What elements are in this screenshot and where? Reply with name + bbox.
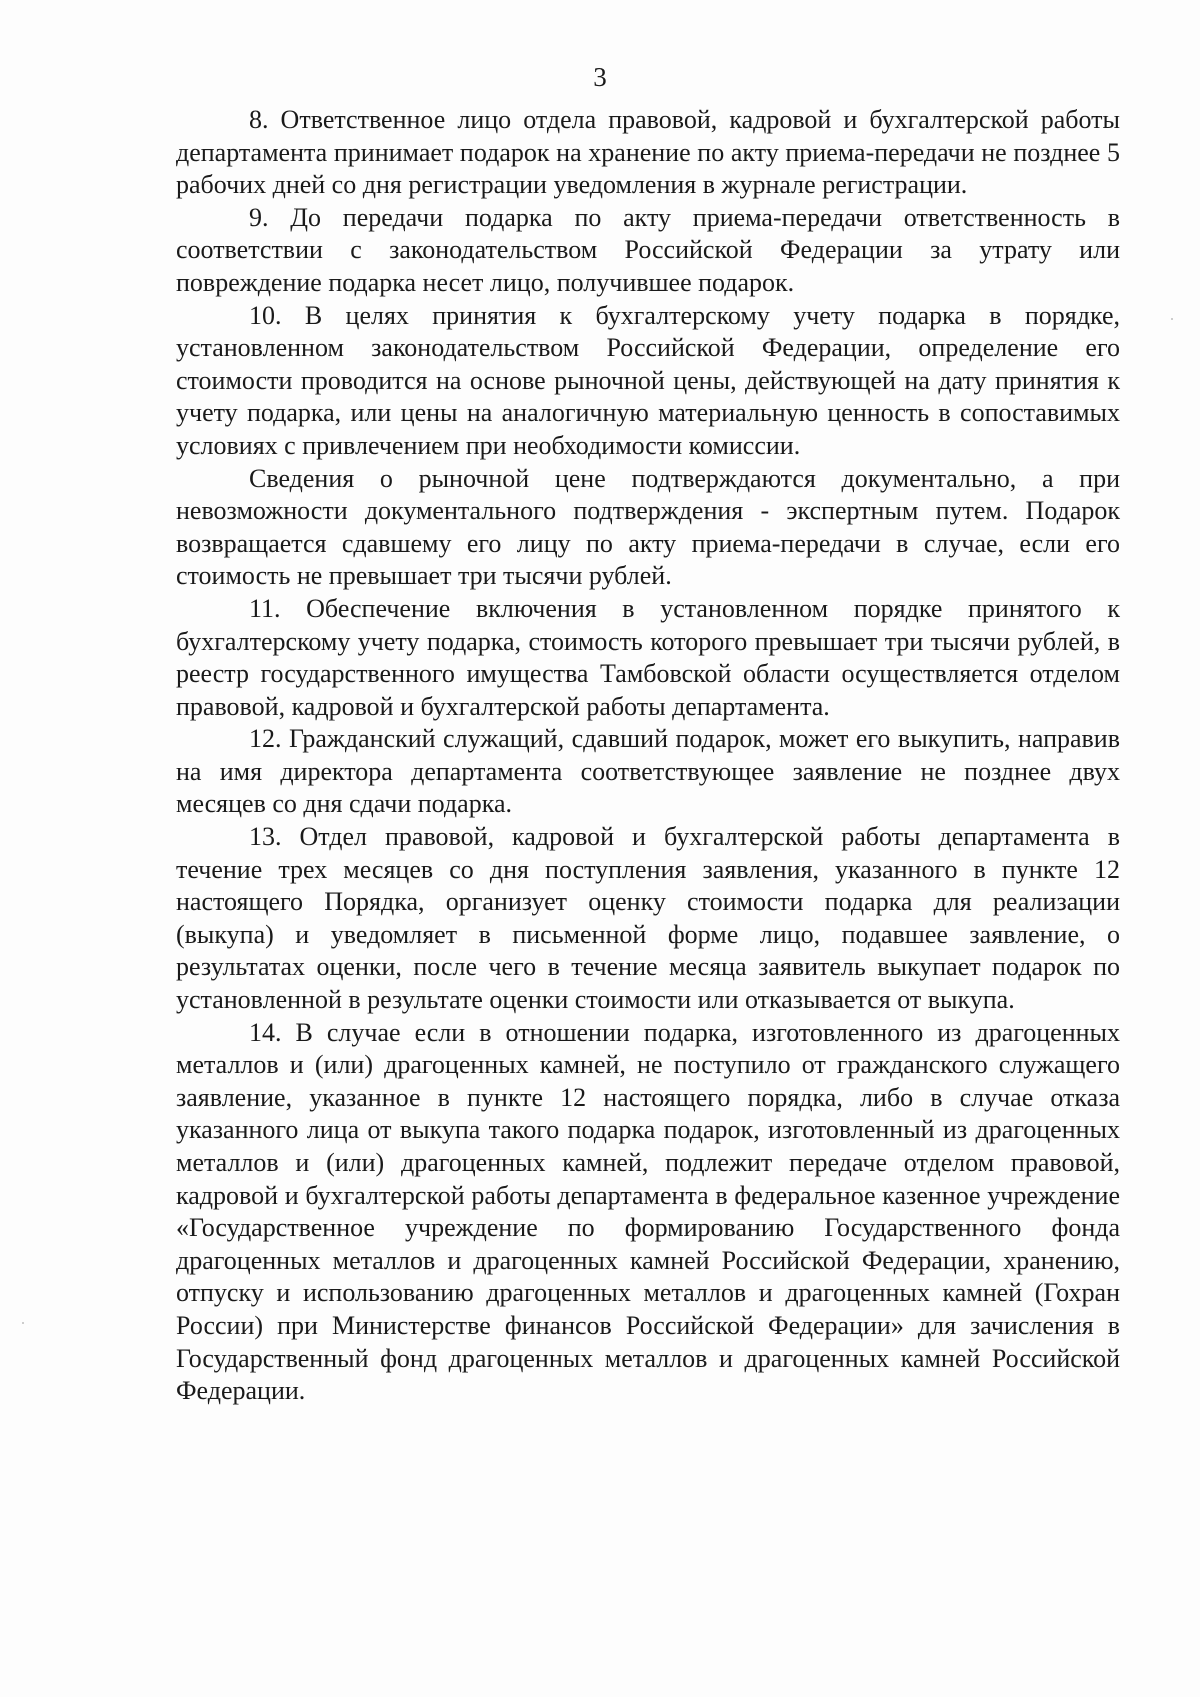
scan-speck [1171,318,1173,320]
document-body [176,104,1120,1408]
paragraph-8: 8. Ответственное лицо отдела правовой, кадровой и бухгалтерской работы департамента принимает подарок на хранение по акту приема-передачи не позднее 5 рабочих дней со дня регистрации уведомления в журнале регистрации. [176,105,1120,200]
paragraph-11: 11. Обеспечение включения в установленном порядке принятого к бухгалтерскому учету подарка, стоимость которого превышает три тысячи рублей, в реестр государственного имущества Тамбовской области осуществляется отделом правовой, кадровой и бухгалтерской работы департамента. [176,593,1120,721]
paragraph-9: 9. До передачи подарка по акту приема-передачи ответственность в соответствии с законодательством Российской Федерации за утрату или повреждение подарка несет лицо, получившее подарок. [176,202,1120,297]
page-number: 3 [593,62,607,92]
paragraph-12: 12. Гражданский служащий, сдавший подарок, может его выкупить, направив на имя директора департамента соответствующее заявление не позднее двух месяцев со дня сдачи подарка. [176,724,1120,819]
paragraph-13: 13. Отдел правовой, кадровой и бухгалтерской работы департамента в течение трех месяцев со дня поступления заявления, указанного в пункте 12 настоящего Порядка, организует оценку стоимости подарка для реализации (выкупа) и уведомляет в письменной форме лицо, подавшее заявление, о результатах оценки, после чего в течение месяца заявитель выкупает подарок по установленной в результате оценки стоимости или отказывается от выкупа. [176,822,1120,1015]
paragraph-14: 14. В случае если в отношении подарка, изготовленного из драгоценных металлов и (или) драгоценных камней, не поступило от гражданского служащего заявление, указанное в пункте 12 настоящего порядка, либо в случае отказа указанного лица от выкупа такого подарка подарок, изготовленный из драгоценных металлов и (или) драгоценных камней, подлежит передаче отделом правовой, кадровой и бухгалтерской работы департамента в федеральное казенное учреждение «Государственное учреждение по формированию Государственного фонда драгоценных металлов и драгоценных камней Российской Федерации, хранению, отпуску и использованию драгоценных металлов и драгоценных камней (Гохран России) при Министерстве финансов Российской Федерации» для зачисления в Государственный фонд драгоценных металлов и драгоценных камней Российской Федерации. [176,1017,1120,1406]
paragraph-10-continued: Сведения о рыночной цене подтверждаются документально, а при невозможности документального подтверждения - экспертным путем. Подарок возвращается сдавшему его лицу по акту приема-передачи в случае, если его стоимость не превышает три тысячи рублей. [176,463,1120,591]
scan-speck [22,1322,24,1324]
paragraph-10: 10. В целях принятия к бухгалтерскому учету подарка в порядке, установленном законодательством Российской Федерации, определение его стоимости проводится на основе рыночной цены, действующей на дату принятия к учету подарка, или цены на аналогичную материальную ценность в сопоставимых условиях с привлечением при необходимости комиссии. [176,300,1120,460]
